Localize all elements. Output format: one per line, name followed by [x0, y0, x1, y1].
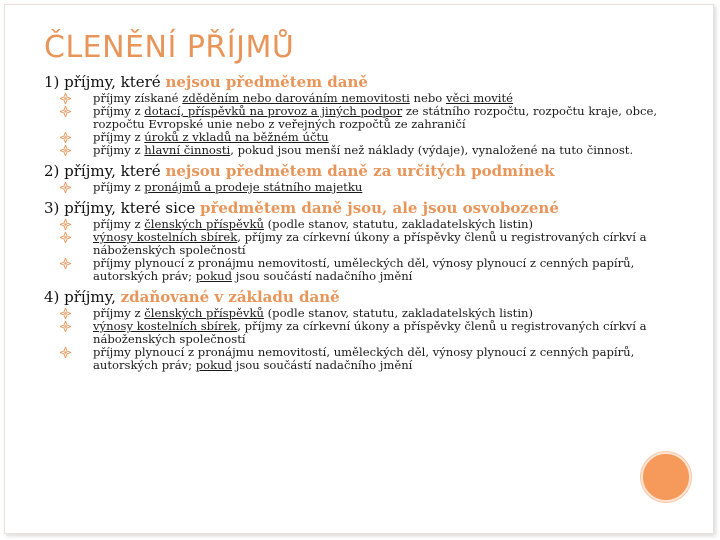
- diamond-bullet-icon: [60, 232, 71, 243]
- underlined-term: pronájmů a prodeje státního majetku: [144, 180, 363, 194]
- item-text: nebo: [409, 91, 446, 105]
- section-3: [44, 198, 684, 283]
- bullet-list: [44, 181, 684, 194]
- section-heading-text: 1) příjmy, které: [44, 73, 166, 91]
- item-text: příjmy z: [93, 130, 145, 144]
- item-text: příjmy plynoucí z pronájmu nemovitostí, uměleckých děl, výnosy plynoucí z cenných papírů, autorských práv;: [93, 345, 635, 372]
- section-heading: [44, 198, 684, 218]
- list-item: [60, 346, 684, 372]
- section-heading: [44, 72, 684, 92]
- section-heading: [44, 287, 684, 307]
- list-item: [60, 105, 684, 131]
- section-heading-text: 3) příjmy, které sice: [44, 199, 200, 217]
- diamond-bullet-icon: [60, 182, 71, 193]
- section-1: [44, 72, 684, 157]
- bullet-list: [44, 218, 684, 283]
- item-text: ze státního rozpočtu, rozpočtu kraje, obce, rozpočtu Evropské unie nebo z veřejných rozpočtů ze zahraničí: [93, 104, 658, 131]
- list-item: [60, 144, 684, 157]
- item-text: příjmy z: [93, 306, 145, 320]
- underlined-term: hlavní činnosti: [144, 143, 231, 157]
- item-text: (podle stanov, statutu, zakladatelských listin): [263, 217, 534, 231]
- slide-content: [44, 72, 684, 376]
- section-heading-text: 4) příjmy,: [44, 288, 121, 306]
- list-item: [60, 257, 684, 283]
- underlined-term: věci movité: [445, 91, 514, 105]
- section-heading-accent: předmětem daně jsou, ale jsou osvobozené: [199, 199, 559, 217]
- item-text: příjmy získané: [93, 91, 183, 105]
- underlined-term: dotací, příspěvků na provoz a jiných podpor: [144, 104, 403, 118]
- item-text: (podle stanov, statutu, zakladatelských listin): [263, 306, 534, 320]
- item-text: příjmy z: [93, 143, 145, 157]
- section-heading-accent: zdaňované v základu daně: [120, 288, 340, 306]
- slide-title: ČLENĚNÍ PŘÍJMŮ: [44, 30, 295, 65]
- bullet-list: [44, 92, 684, 157]
- list-item: [60, 231, 684, 257]
- item-text: jsou součástí nadačního jmění: [232, 358, 413, 372]
- diamond-bullet-icon: [60, 258, 71, 269]
- diamond-bullet-icon: [60, 93, 71, 104]
- underlined-term: pokud: [195, 269, 233, 283]
- diamond-bullet-icon: [60, 132, 71, 143]
- underlined-term: výnosy kostelních sbírek: [93, 319, 238, 333]
- diamond-bullet-icon: [60, 219, 71, 230]
- item-text: , příjmy za církevní úkony a příspěvky členů u registrovaných církví a náboženských společností: [93, 319, 647, 346]
- diamond-bullet-icon: [60, 145, 71, 156]
- section-4: [44, 287, 684, 372]
- bullet-list: [44, 307, 684, 372]
- item-text: příjmy z: [93, 104, 145, 118]
- diamond-bullet-icon: [60, 106, 71, 117]
- diamond-bullet-icon: [60, 321, 71, 332]
- item-text: , pokud jsou menší než náklady (výdaje), vynaložené na tuto činnost.: [230, 143, 634, 157]
- section-2: [44, 161, 684, 194]
- item-text: , příjmy za církevní úkony a příspěvky členů u registrovaných církví a náboženských společností: [93, 230, 647, 257]
- diamond-bullet-icon: [60, 308, 71, 319]
- list-item: [60, 320, 684, 346]
- underlined-term: pokud: [195, 358, 233, 372]
- section-heading-accent: nejsou předmětem daně: [165, 73, 368, 91]
- item-text: jsou součástí nadačního jmění: [232, 269, 413, 283]
- item-text: příjmy z: [93, 180, 145, 194]
- section-heading-text: 2) příjmy, které: [44, 162, 166, 180]
- item-text: příjmy plynoucí z pronájmu nemovitostí, uměleckých děl, výnosy plynoucí z cenných papírů, autorských práv;: [93, 256, 635, 283]
- list-item: [60, 181, 684, 194]
- underlined-term: výnosy kostelních sbírek: [93, 230, 238, 244]
- section-heading-accent: nejsou předmětem daně za určitých podmínek: [165, 162, 555, 180]
- underlined-term: členských příspěvků: [144, 306, 264, 320]
- underlined-term: úroků z vkladů na běžném účtu: [144, 130, 329, 144]
- decorative-circle: [641, 452, 691, 502]
- item-text: příjmy z: [93, 217, 145, 231]
- underlined-term: zděděním nebo darováním nemovitosti: [182, 91, 410, 105]
- underlined-term: členských příspěvků: [144, 217, 264, 231]
- diamond-bullet-icon: [60, 347, 71, 358]
- section-heading: [44, 161, 684, 181]
